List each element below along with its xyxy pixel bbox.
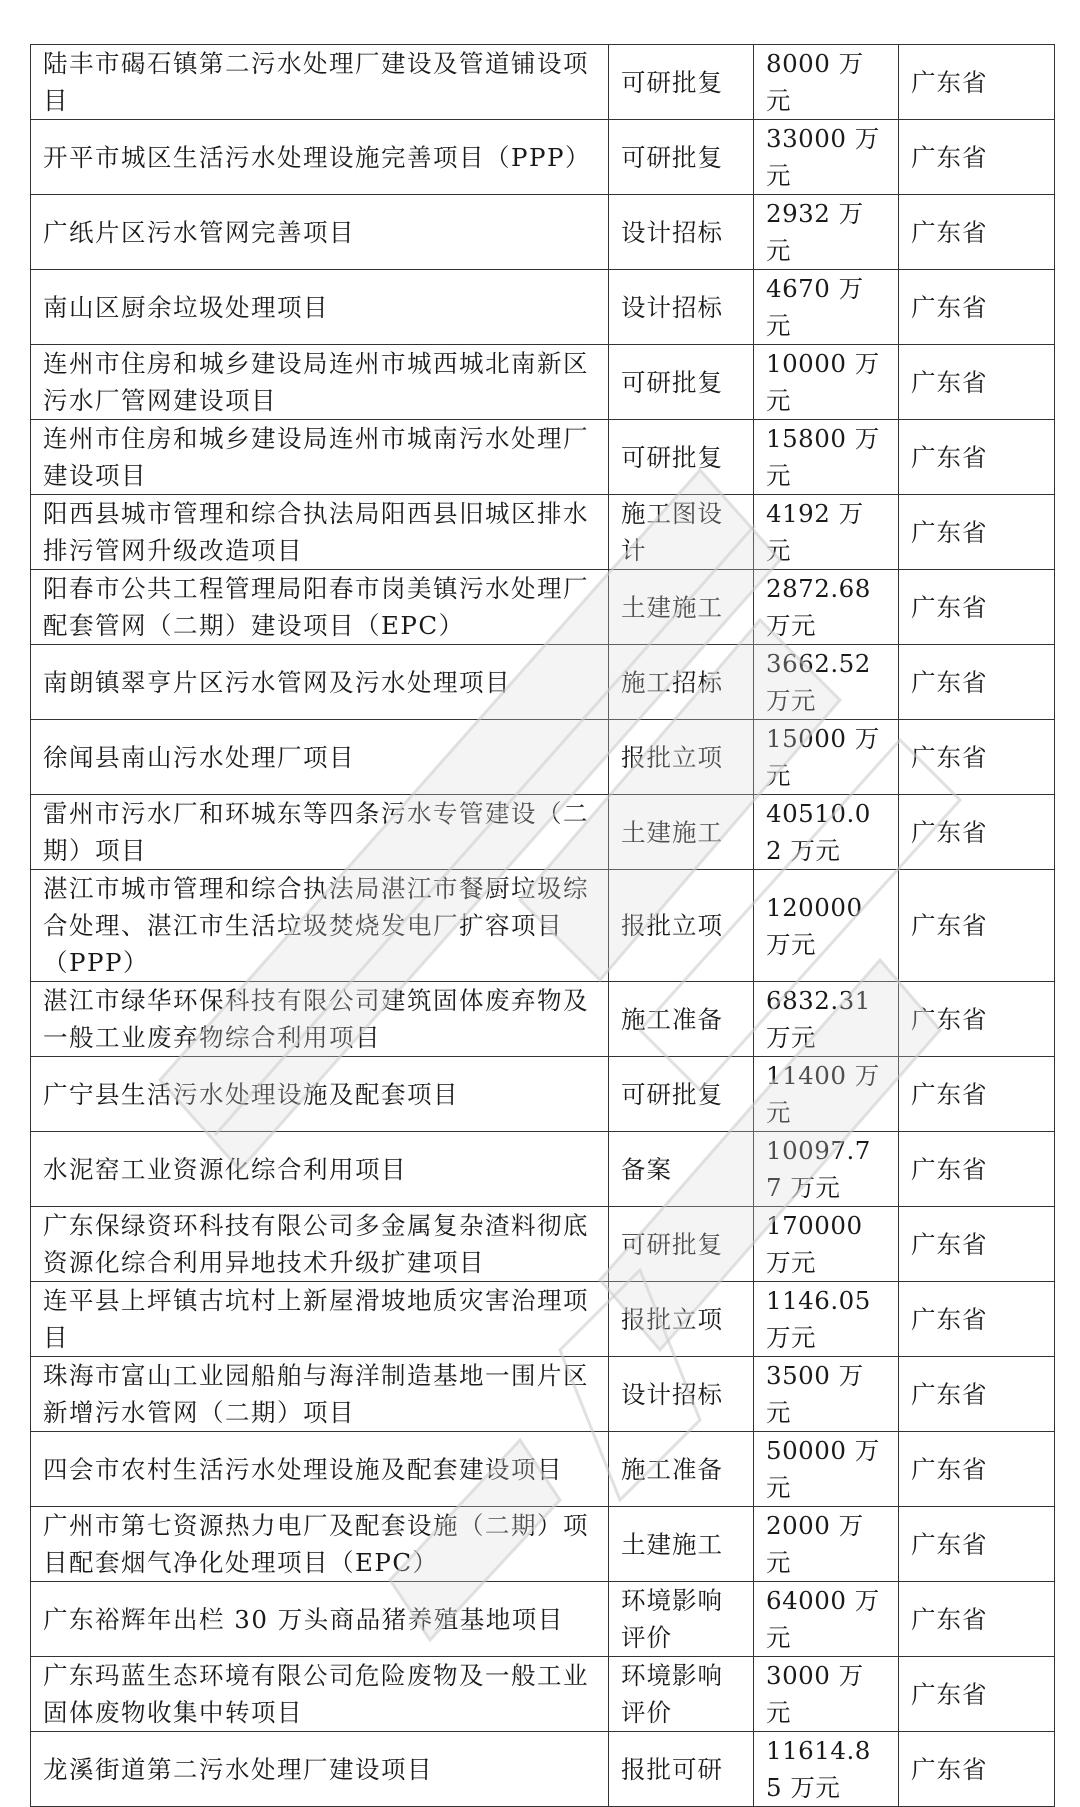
province-cell: 广东省 (899, 1057, 1055, 1132)
table-row (31, 1357, 1055, 1432)
amount-cell: 1146.05 万元 (754, 1282, 899, 1357)
province-cell: 广东省 (899, 1732, 1055, 1807)
project-name-cell: 陆丰市碣石镇第二污水处理厂建设及管道铺设项目 (31, 45, 609, 120)
amount-cell: 2932 万元 (754, 195, 899, 270)
project-name-cell: 水泥窑工业资源化综合利用项目 (31, 1132, 609, 1207)
province-cell: 广东省 (899, 270, 1055, 345)
stage-cell: 设计招标 (609, 195, 754, 270)
province-cell: 广东省 (899, 570, 1055, 645)
province-cell: 广东省 (899, 1582, 1055, 1657)
table-row (31, 1057, 1055, 1132)
project-name-cell: 广东裕辉年出栏 30 万头商品猪养殖基地项目 (31, 1582, 609, 1657)
table-row (31, 645, 1055, 720)
stage-cell: 施工准备 (609, 982, 754, 1057)
amount-cell: 15800 万元 (754, 420, 899, 495)
province-cell: 广东省 (899, 345, 1055, 420)
table-row (31, 195, 1055, 270)
amount-cell: 120000 万元 (754, 870, 899, 982)
project-table-container (30, 44, 1054, 1807)
table-row (31, 45, 1055, 120)
project-name-cell: 徐闻县南山污水处理厂项目 (31, 720, 609, 795)
project-name-cell: 连州市住房和城乡建设局连州市城南污水处理厂建设项目 (31, 420, 609, 495)
province-cell: 广东省 (899, 870, 1055, 982)
province-cell: 广东省 (899, 120, 1055, 195)
project-name-cell: 雷州市污水厂和环城东等四条污水专管建设（二期）项目 (31, 795, 609, 870)
stage-cell: 土建施工 (609, 1507, 754, 1582)
project-name-cell: 湛江市城市管理和综合执法局湛江市餐厨垃圾综合处理、湛江市生活垃圾焚烧发电厂扩容项目（PPP） (31, 870, 609, 982)
project-name-cell: 龙溪街道第二污水处理厂建设项目 (31, 1732, 609, 1807)
table-row (31, 270, 1055, 345)
project-name-cell: 珠海市富山工业园船舶与海洋制造基地一围片区新增污水管网（二期）项目 (31, 1357, 609, 1432)
amount-cell: 40510.02 万元 (754, 795, 899, 870)
project-name-cell: 广州市第七资源热力电厂及配套设施（二期）项目配套烟气净化处理项目（EPC） (31, 1507, 609, 1582)
amount-cell: 10097.77 万元 (754, 1132, 899, 1207)
stage-cell: 施工图设计 (609, 495, 754, 570)
province-cell: 广东省 (899, 195, 1055, 270)
amount-cell: 6832.31 万元 (754, 982, 899, 1057)
project-name-cell: 广纸片区污水管网完善项目 (31, 195, 609, 270)
amount-cell: 3662.52 万元 (754, 645, 899, 720)
table-row (31, 420, 1055, 495)
table-row (31, 570, 1055, 645)
stage-cell: 设计招标 (609, 1357, 754, 1432)
project-name-cell: 湛江市绿华环保科技有限公司建筑固体废弃物及一般工业废弃物综合利用项目 (31, 982, 609, 1057)
project-name-cell: 南山区厨余垃圾处理项目 (31, 270, 609, 345)
stage-cell: 设计招标 (609, 270, 754, 345)
stage-cell: 报批可研 (609, 1732, 754, 1807)
table-row (31, 1507, 1055, 1582)
province-cell: 广东省 (899, 982, 1055, 1057)
amount-cell: 4192 万元 (754, 495, 899, 570)
table-row (31, 1582, 1055, 1657)
stage-cell: 可研批复 (609, 1207, 754, 1282)
amount-cell: 2000 万元 (754, 1507, 899, 1582)
project-name-cell: 南朗镇翠亨片区污水管网及污水处理项目 (31, 645, 609, 720)
stage-cell: 可研批复 (609, 120, 754, 195)
province-cell: 广东省 (899, 1357, 1055, 1432)
province-cell: 广东省 (899, 1132, 1055, 1207)
stage-cell: 报批立项 (609, 870, 754, 982)
stage-cell: 土建施工 (609, 570, 754, 645)
amount-cell: 3000 万元 (754, 1657, 899, 1732)
stage-cell: 报批立项 (609, 1282, 754, 1357)
project-name-cell: 连州市住房和城乡建设局连州市城西城北南新区污水厂管网建设项目 (31, 345, 609, 420)
project-name-cell: 广东玛蓝生态环境有限公司危险废物及一般工业固体废物收集中转项目 (31, 1657, 609, 1732)
table-row (31, 720, 1055, 795)
province-cell: 广东省 (899, 420, 1055, 495)
table-row (31, 1732, 1055, 1807)
amount-cell: 11400 万元 (754, 1057, 899, 1132)
amount-cell: 10000 万元 (754, 345, 899, 420)
project-name-cell: 广宁县生活污水处理设施及配套项目 (31, 1057, 609, 1132)
stage-cell: 报批立项 (609, 720, 754, 795)
table-row (31, 1432, 1055, 1507)
table-row (31, 120, 1055, 195)
project-name-cell: 广东保绿资环科技有限公司多金属复杂渣料彻底资源化综合利用异地技术升级扩建项目 (31, 1207, 609, 1282)
amount-cell: 8000 万元 (754, 45, 899, 120)
province-cell: 广东省 (899, 495, 1055, 570)
table-row (31, 1657, 1055, 1732)
province-cell: 广东省 (899, 645, 1055, 720)
amount-cell: 4670 万元 (754, 270, 899, 345)
amount-cell: 50000 万元 (754, 1432, 899, 1507)
province-cell: 广东省 (899, 1207, 1055, 1282)
stage-cell: 备案 (609, 1132, 754, 1207)
project-name-cell: 连平县上坪镇古坑村上新屋滑坡地质灾害治理项目 (31, 1282, 609, 1357)
province-cell: 广东省 (899, 1282, 1055, 1357)
province-cell: 广东省 (899, 795, 1055, 870)
table-row (31, 870, 1055, 982)
province-cell: 广东省 (899, 1507, 1055, 1582)
amount-cell: 11614.85 万元 (754, 1732, 899, 1807)
stage-cell: 可研批复 (609, 45, 754, 120)
table-row (31, 345, 1055, 420)
province-cell: 广东省 (899, 1657, 1055, 1732)
amount-cell: 3500 万元 (754, 1357, 899, 1432)
amount-cell: 15000 万元 (754, 720, 899, 795)
project-name-cell: 阳西县城市管理和综合执法局阳西县旧城区排水排污管网升级改造项目 (31, 495, 609, 570)
stage-cell: 土建施工 (609, 795, 754, 870)
table-row (31, 1132, 1055, 1207)
province-cell: 广东省 (899, 1432, 1055, 1507)
stage-cell: 可研批复 (609, 1057, 754, 1132)
stage-cell: 可研批复 (609, 420, 754, 495)
stage-cell: 施工招标 (609, 645, 754, 720)
province-cell: 广东省 (899, 45, 1055, 120)
stage-cell: 可研批复 (609, 345, 754, 420)
amount-cell: 33000 万元 (754, 120, 899, 195)
project-name-cell: 阳春市公共工程管理局阳春市岗美镇污水处理厂配套管网（二期）建设项目（EPC） (31, 570, 609, 645)
province-cell: 广东省 (899, 720, 1055, 795)
stage-cell: 施工准备 (609, 1432, 754, 1507)
table-row (31, 1207, 1055, 1282)
table-row (31, 495, 1055, 570)
stage-cell: 环境影响评价 (609, 1582, 754, 1657)
stage-cell: 环境影响评价 (609, 1657, 754, 1732)
table-row (31, 1282, 1055, 1357)
project-name-cell: 开平市城区生活污水处理设施完善项目（PPP） (31, 120, 609, 195)
amount-cell: 2872.68 万元 (754, 570, 899, 645)
amount-cell: 170000 万元 (754, 1207, 899, 1282)
project-table (30, 44, 1055, 1807)
amount-cell: 64000 万元 (754, 1582, 899, 1657)
project-name-cell: 四会市农村生活污水处理设施及配套建设项目 (31, 1432, 609, 1507)
table-row (31, 795, 1055, 870)
project-table-body (31, 45, 1055, 1807)
table-row (31, 982, 1055, 1057)
